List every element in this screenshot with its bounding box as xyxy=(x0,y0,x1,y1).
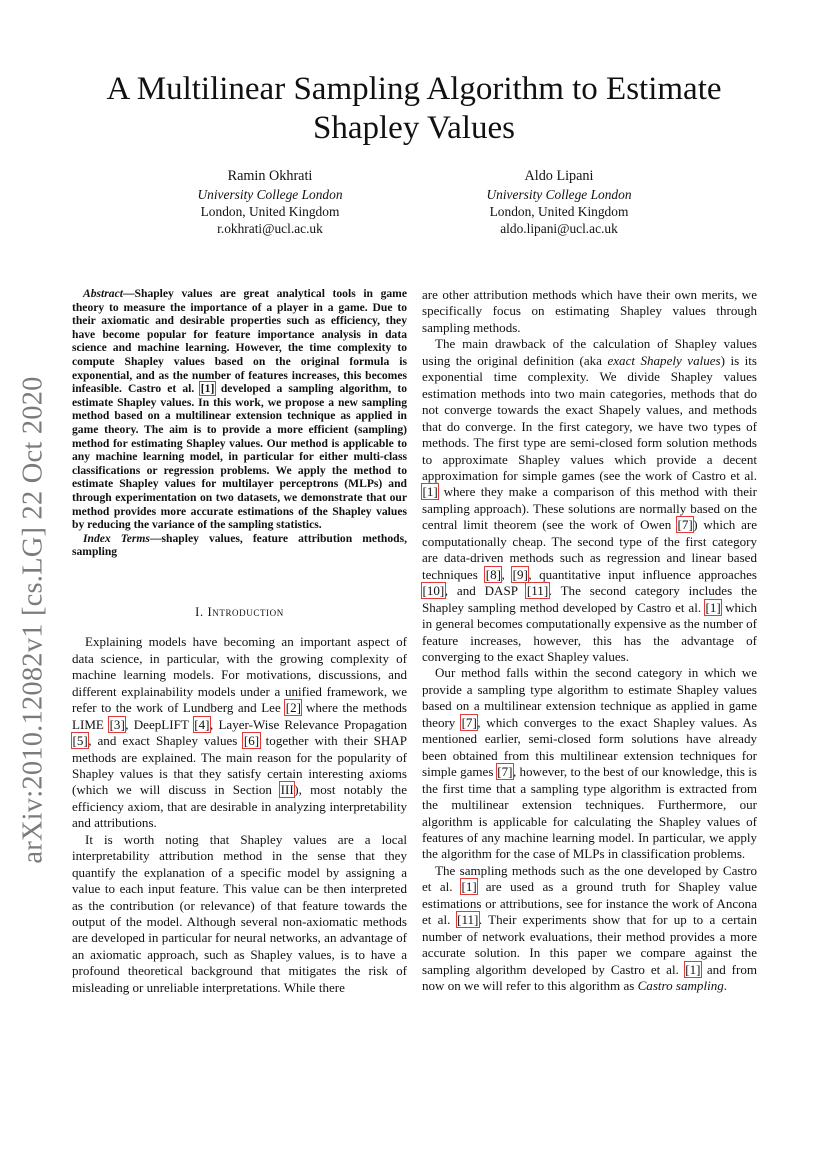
author-affiliation: University College London xyxy=(197,187,343,202)
author-block-1 xyxy=(140,168,400,237)
citation-link[interactable]: [1] xyxy=(200,382,215,396)
index-terms-heading: Index Terms xyxy=(83,531,150,545)
arxiv-identifier: arXiv:2010.12082v1 [cs.LG] 22 Oct 2020 xyxy=(18,376,49,864)
author-email[interactable]: aldo.lipani@ucl.ac.uk xyxy=(500,221,618,236)
citation-link[interactable]: [1] xyxy=(422,484,438,500)
citation-link[interactable]: [6] xyxy=(243,733,260,749)
paragraph: are other attribution methods which have their own merits, we specifically focus on estimating Shapley values through sampling methods. xyxy=(422,287,757,335)
paragraph: The main drawback of the calculation of Shapley values using the original definition (aka exact Shapely values) is its exponential time complexity. We divide Shapley values estimation methods into two main categories, methods that do not converge towards the exact Shapely values, and methods that do converge. In the first category, we have two types of methods. The first type are semi-closed form solution methods to approximate Shapley values which provide a decent approximation for simple games (see the work of Castro et al. [1] where they make a comparison of this method with their sampling approach). These solutions are normally based on the central limit theorem (see the work of Owen [7]) which are computationally cheap. The second type of the first category are data-driven methods such as regression and linear based techniques [8], [9], quantitative input influence approaches [10], and DASP [11]. The second category includes the Shapley sampling method developed by Castro et al. [1] which in general becomes computationally expensive as the number of feature increases, however, this has the advantage of converging to the exact Shapley values. xyxy=(422,336,757,664)
author-location: London, United Kingdom xyxy=(200,204,340,219)
citation-link[interactable]: [1] xyxy=(685,961,701,977)
citation-link[interactable]: [7] xyxy=(677,517,693,533)
section-link[interactable]: III xyxy=(280,782,294,798)
author-location: London, United Kingdom xyxy=(489,204,629,219)
paragraph: Explaining models have becoming an important aspect of data science, in particular, with the growing complexity of machine learning models. For motivations, discussions, and different explainability models under a unified framework, we refer to the work of Lundberg and Lee [2] where the methods LIME [3], DeepLIFT [4], Layer-Wise Relevance Propagation [5], and exact Shapley values [6] together with their SHAP methods are explained. The main reason for the popularity of Shapley values is that they satisfy certain interesting axioms (which we will discuss in Section III), most notably the efficiency axiom, that are desirable in analyzing interpretability and attributions. xyxy=(72,634,408,831)
citation-link[interactable]: [7] xyxy=(461,714,477,730)
author-name: Aldo Lipani xyxy=(524,168,594,184)
index-terms: Index Terms—shapley values, feature attribution methods, sampling xyxy=(72,531,407,559)
left-column xyxy=(72,287,407,996)
citation-link[interactable]: [1] xyxy=(461,879,477,895)
citation-link[interactable]: [2] xyxy=(285,700,301,716)
author-block-2 xyxy=(429,168,689,237)
author-name: Ramin Okhrati xyxy=(227,168,313,184)
citation-link[interactable]: [3] xyxy=(109,716,125,732)
section-heading: I. Introduction xyxy=(195,604,284,619)
abstract: Abstract—Shapley values are great analytical tools in game theory to measure the importance of a player in a game. Due to their axiomatic and desirable properties such as efficiency, they have become popular for feature importance analysis in data science and machine learning. However, the time complexity to compute Shapley values based on the original formula is exponential, and as the number of features increases, this becomes infeasible. Castro et al. [1] developed a sampling algorithm, to estimate Shapley values. In this work, we propose a new sampling method based on a multilinear extension technique as applied in game theory. The aim is to provide a more efficient (sampling) method for estimating Shapley values. Our method is applicable to any machine learning model, in particular for either multi-class classifications or regression problems. We apply the method to estimate Shapley values for multilayer perceptrons (MLPs) and through experimentation on two datasets, we demonstrate that our method provides more accurate estimations of the Shapley values by reducing the variance of the sampling statistics. Index Terms—shapley values, feature attribution methods, sampling xyxy=(72,287,407,559)
citation-link[interactable]: [8] xyxy=(485,566,501,582)
right-column xyxy=(422,287,757,994)
citation-link[interactable]: [9] xyxy=(512,566,528,582)
paragraph: It is worth noting that Shapley values are a local interpretability attribution method in the sense that they quantify the explanation of a specific model by assigning a value to each input feature. This value can be then interpreted as the contribution (or relevance) of that feature towards the output of the model. Although several non-axiomatic methods are developed in particular for neural networks, an advantage of an axiomatic approach, such as Shapley values, is to have a profound theoretical background that mitigates the risk of misleading or unreliable interpretations. While there xyxy=(72,831,407,995)
paper-title: A Multilinear Sampling Algorithm to Estimate Shapley Values xyxy=(106,71,722,146)
author-email[interactable]: r.okhrati@ucl.ac.uk xyxy=(217,221,323,236)
citation-link[interactable]: [11] xyxy=(457,912,479,928)
author-affiliation: University College London xyxy=(486,187,632,202)
citation-link[interactable]: [10] xyxy=(422,583,445,599)
citation-link[interactable]: [11] xyxy=(526,583,549,599)
citation-link[interactable]: [1] xyxy=(705,599,721,615)
abstract-heading: Abstract xyxy=(83,287,123,300)
citation-link[interactable]: [5] xyxy=(72,733,88,749)
citation-link[interactable]: [7] xyxy=(497,764,513,780)
citation-link[interactable]: [4] xyxy=(194,716,210,732)
paragraph: The sampling methods such as the one developed by Castro et al. [1] are used as a ground truth for Shapley value estimations or attributions, see for instance the work of Ancona et al. [11]. Their experiments show that for up to a certain number of network evaluations, their method provides a more accurate solution. In this paper we compare against the sampling algorithm developed by Castro et al. [1] and from now on we will refer to this algorithm as Castro sampling. xyxy=(422,862,757,994)
paragraph: Our method falls within the second category in which we provide a sampling type algorithm to estimate Shapley values based on a multilinear extension technique as applied in game theory [7], which converges to the exact Shapley values. As mentioned earlier, semi-closed form solutions have already been obtained from this multilinear extension techniques for simple games [7], however, to the best of our knowledge, this is the first time that a sampling type algorithm is extracted from the multilinear extension techniques. Furthermore, our algorithm is applicable for calculating the Shapley values of features of any machine learning model. In particular, we apply the algorithm for the case of MLPs in classification problems. xyxy=(422,665,758,862)
